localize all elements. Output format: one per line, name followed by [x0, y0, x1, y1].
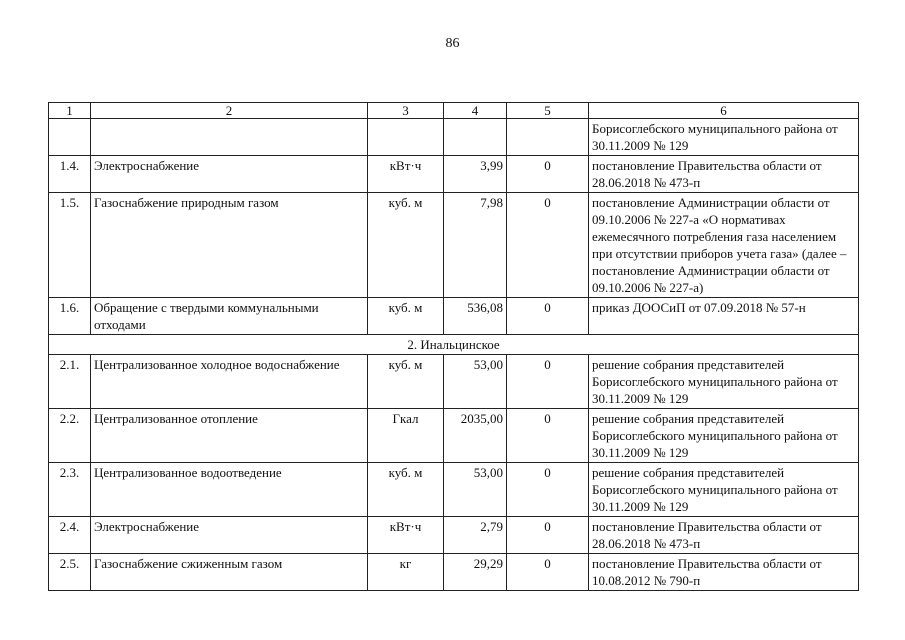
service-name: Централизованное водоотведение [91, 463, 368, 517]
column-header: 2 [91, 103, 368, 119]
row-number [49, 119, 91, 156]
service-name: Электроснабжение [91, 156, 368, 193]
service-name [91, 119, 368, 156]
extra-value: 0 [507, 517, 589, 554]
legal-basis: приказ ДООСиП от 07.09.2018 № 57-н [589, 298, 859, 335]
norm-value: 7,98 [444, 193, 507, 298]
table-row [49, 355, 859, 409]
extra-value [507, 119, 589, 156]
unit-cell: куб. м [368, 298, 444, 335]
legal-basis: постановление Правительства области от 28.06.2018 № 473-п [589, 517, 859, 554]
table-row [49, 193, 859, 298]
norm-value [444, 119, 507, 156]
table-row [49, 554, 859, 591]
legal-basis: решение собрания представителей Борисоглебского муниципального района от 30.11.2009 № 129 [589, 409, 859, 463]
row-number: 2.1. [49, 355, 91, 409]
norm-value: 2035,00 [444, 409, 507, 463]
column-header: 6 [589, 103, 859, 119]
service-name: Электроснабжение [91, 517, 368, 554]
table-row [49, 409, 859, 463]
unit-cell [368, 119, 444, 156]
table-row [49, 156, 859, 193]
service-name: Централизованное холодное водоснабжение [91, 355, 368, 409]
unit-cell: кВт·ч [368, 156, 444, 193]
extra-value: 0 [507, 463, 589, 517]
column-header: 3 [368, 103, 444, 119]
norm-value: 53,00 [444, 355, 507, 409]
norm-value: 3,99 [444, 156, 507, 193]
norm-value: 53,00 [444, 463, 507, 517]
legal-basis: решение собрания представителей Борисоглебского муниципального района от 30.11.2009 № 129 [589, 355, 859, 409]
table-row [49, 517, 859, 554]
column-header: 5 [507, 103, 589, 119]
unit-cell: куб. м [368, 463, 444, 517]
column-header: 1 [49, 103, 91, 119]
service-name: Газоснабжение природным газом [91, 193, 368, 298]
row-number: 2.5. [49, 554, 91, 591]
unit-cell: кг [368, 554, 444, 591]
section-row [49, 335, 859, 355]
extra-value: 0 [507, 355, 589, 409]
norms-table [48, 102, 859, 591]
row-number: 2.3. [49, 463, 91, 517]
extra-value: 0 [507, 156, 589, 193]
extra-value: 0 [507, 193, 589, 298]
table-row [49, 463, 859, 517]
unit-cell: куб. м [368, 193, 444, 298]
extra-value: 0 [507, 409, 589, 463]
norm-value: 2,79 [444, 517, 507, 554]
norm-value: 536,08 [444, 298, 507, 335]
extra-value: 0 [507, 554, 589, 591]
unit-cell: кВт·ч [368, 517, 444, 554]
row-number: 2.4. [49, 517, 91, 554]
legal-basis: постановление Администрации области от 09.10.2006 № 227-а «О нормативах ежемесячного потребления газа населением при отсутствии приборов учета газа» (далее – постановление Администрации области от 09.10.2006 № 227-а) [589, 193, 859, 298]
table-row [49, 298, 859, 335]
legal-basis: постановление Правительства области от 10.08.2012 № 790-п [589, 554, 859, 591]
row-number: 1.5. [49, 193, 91, 298]
legal-basis: Борисоглебского муниципального района от 30.11.2009 № 129 [589, 119, 859, 156]
legal-basis: постановление Правительства области от 28.06.2018 № 473-п [589, 156, 859, 193]
row-number: 1.4. [49, 156, 91, 193]
unit-cell: куб. м [368, 355, 444, 409]
norm-value: 29,29 [444, 554, 507, 591]
service-name: Газоснабжение сжиженным газом [91, 554, 368, 591]
column-header: 4 [444, 103, 507, 119]
section-title: 2. Инальцинское [49, 335, 859, 355]
row-number: 2.2. [49, 409, 91, 463]
table-row [49, 119, 859, 156]
page-number: 86 [445, 36, 460, 51]
legal-basis: решение собрания представителей Борисоглебского муниципального района от 30.11.2009 № 129 [589, 463, 859, 517]
extra-value: 0 [507, 298, 589, 335]
unit-cell: Гкал [368, 409, 444, 463]
table-header-row [49, 103, 859, 119]
row-number: 1.6. [49, 298, 91, 335]
service-name: Обращение с твердыми коммунальными отходами [91, 298, 368, 335]
service-name: Централизованное отопление [91, 409, 368, 463]
